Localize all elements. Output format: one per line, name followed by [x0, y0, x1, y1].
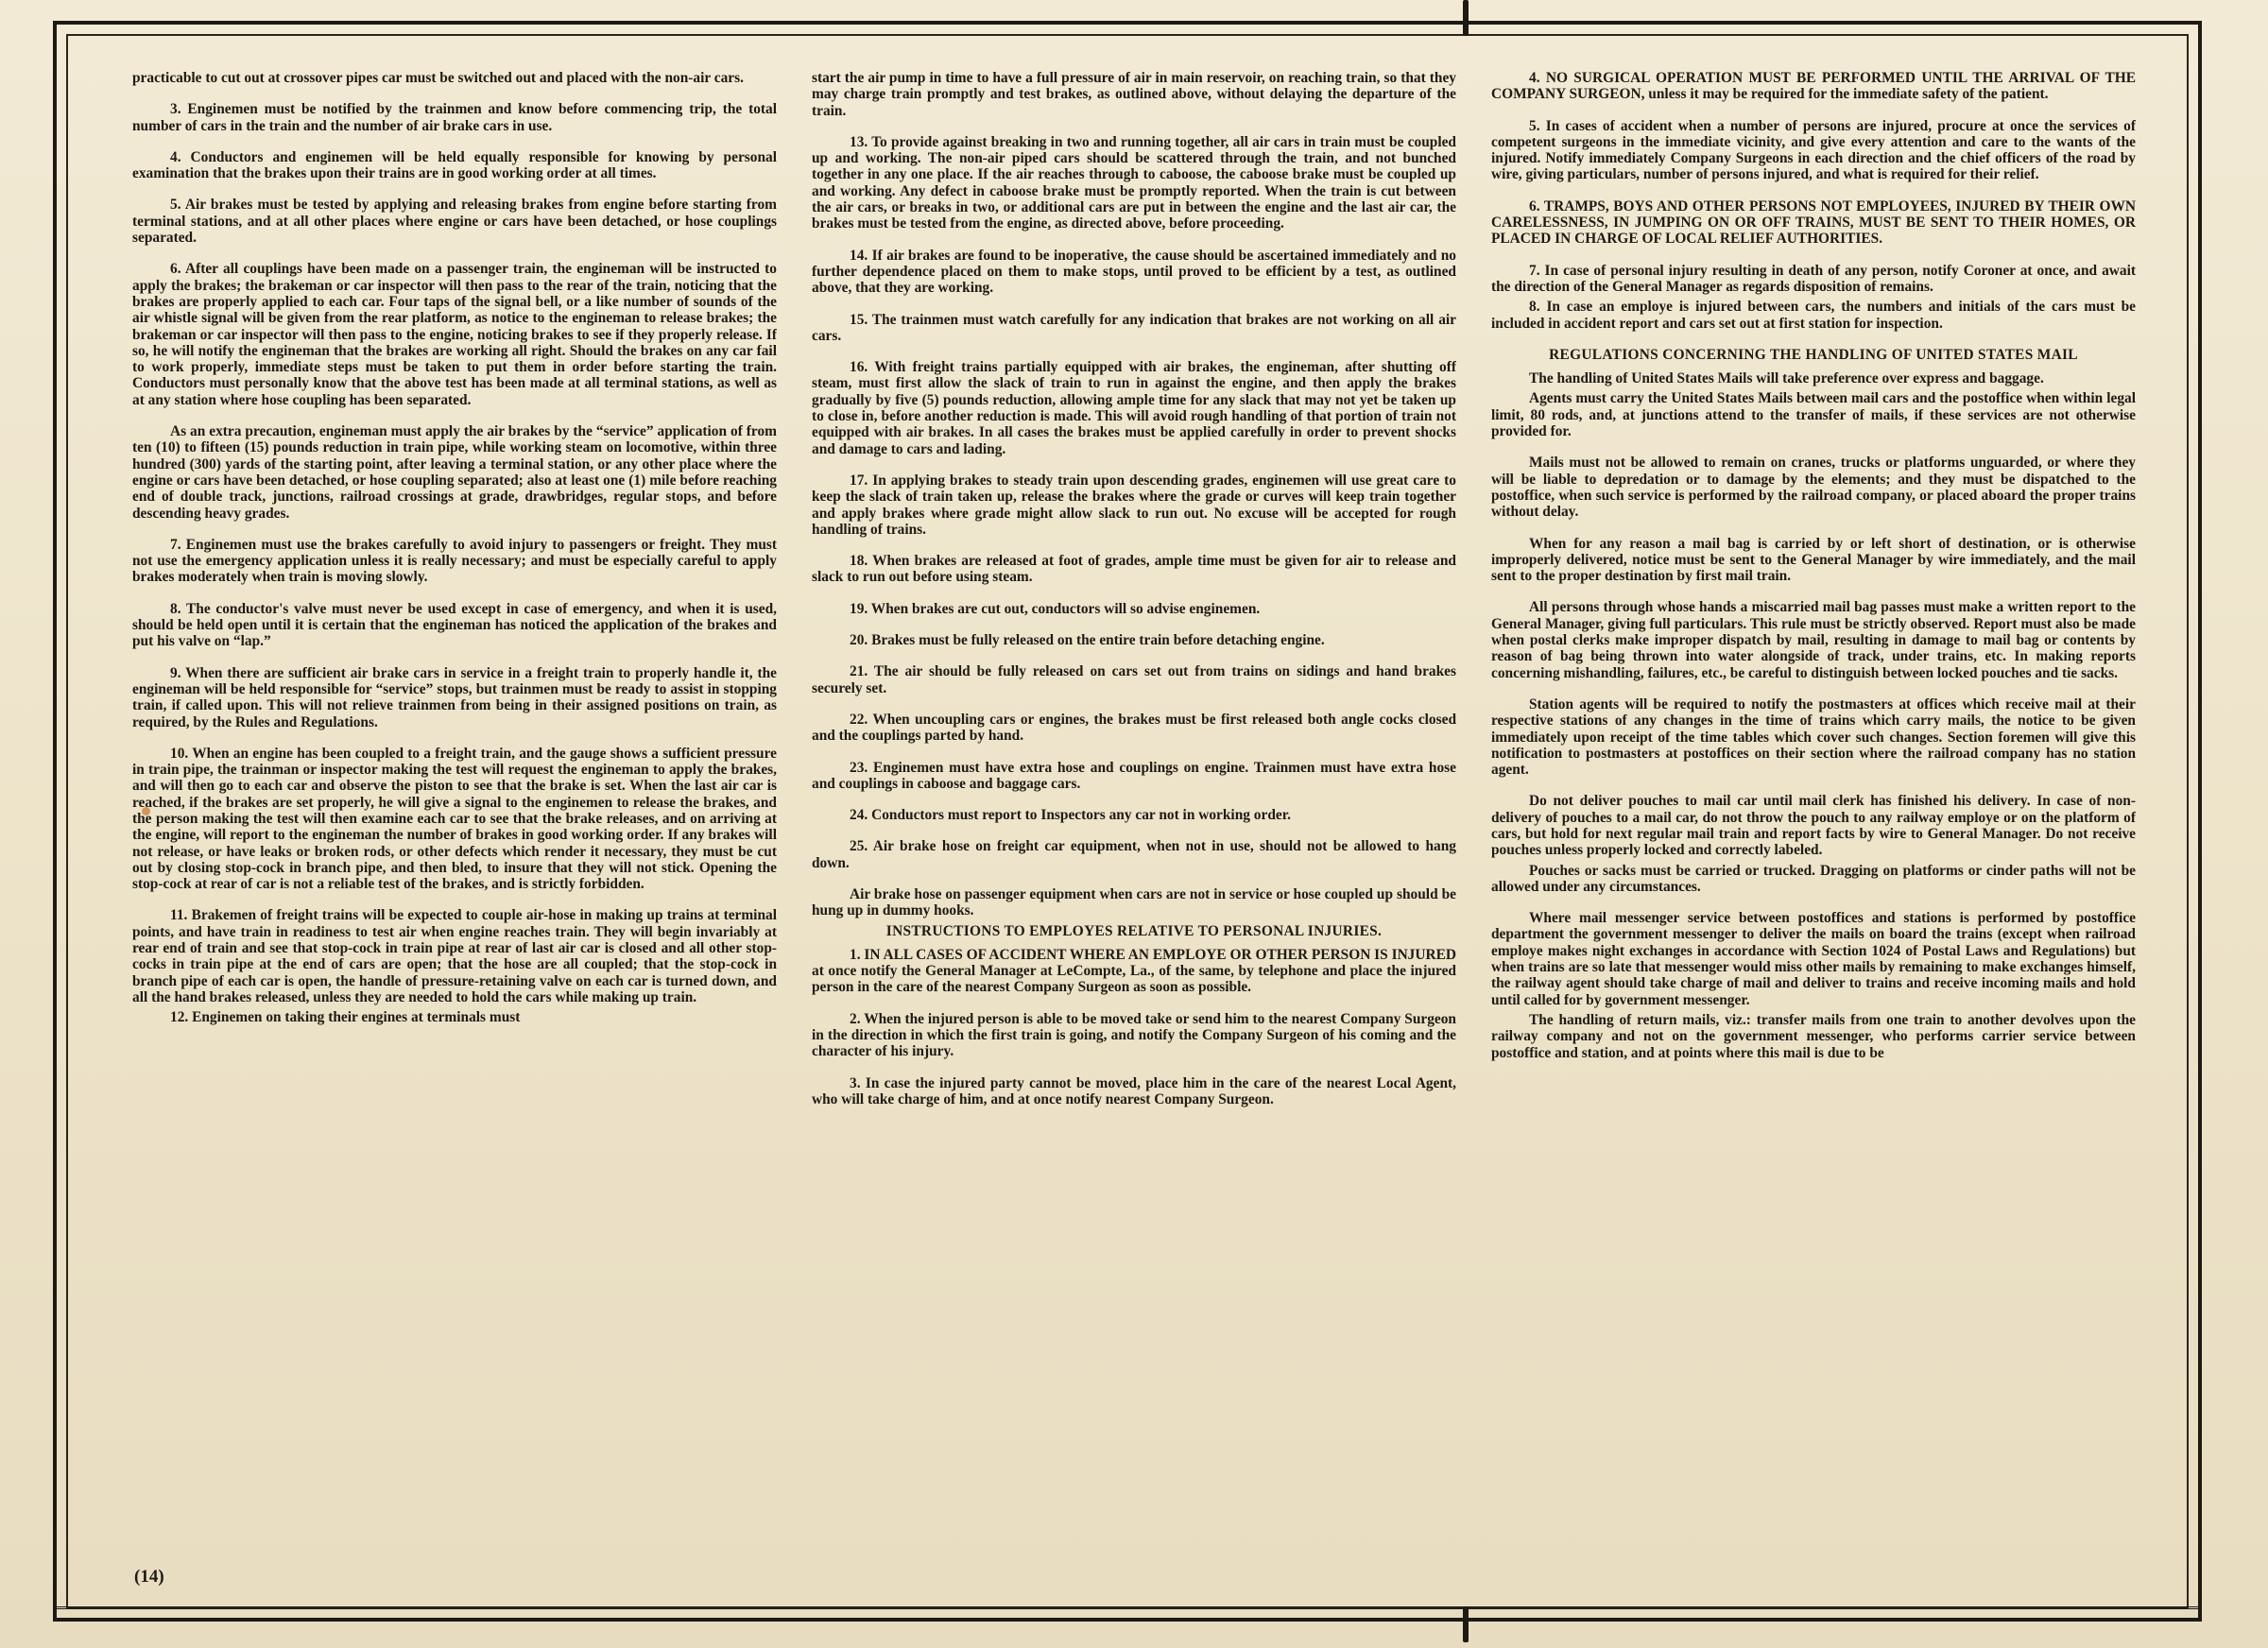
rule-paragraph: Air brake hose on passenger equipment when cars are not in service or hose coupled up should be hung up in dummy hooks.	[812, 885, 1456, 919]
rule-paragraph: 25. Air brake hose on freight car equipment, when not in use, should not be allowed to hang down.	[812, 838, 1456, 871]
column-right	[1491, 70, 2136, 1574]
rule-paragraph: 4. NO SURGICAL OPERATION MUST BE PERFORMED UNTIL THE ARRIVAL OF THE COMPANY SURGEON, unless it may be required for the immediate safety of the patient.	[1491, 70, 2136, 103]
rule-paragraph: 6. After all couplings have been made on a passenger train, the engineman will be instructed to apply the brakes; the brakeman or car inspector will then pass to the rear of the train, noticing that the brakes are properly applied to each car. Four taps of the signal bell, or a like number of sounds of the air whistle signal will be given from the rear platform, as notice to the engineman to release brakes; the brakeman or car inspector will then pass to the engine, noticing brakes to see if they properly release. If so, he will notify the engineman that the brakes are working all right. Should the brakes on any car fail to work properly, immediate steps must be taken to put them in order before starting the train. Conductors must personally know that the above test has been made at all terminal stations, as well as at any station where hose coupling has been separated.	[132, 261, 777, 408]
rule-paragraph: Station agents will be required to notify the postmasters at offices which receive mail at their respective stations of any changes in the time of trains which carry mails, the notice to be given immediately upon receipt of the time tables which cover such changes. Section foremen will give this notification to postmasters at postoffices on their section where the railroad company has no station agent.	[1491, 695, 2136, 779]
rule-paragraph: 20. Brakes must be fully released on the entire train before detaching engine.	[850, 632, 1325, 649]
rule-paragraph: 4. Conductors and enginemen will be held equally responsible for knowing by personal examination that the brakes upon their trains are in good working order at all times.	[132, 148, 777, 182]
rule-paragraph: Mails must not be allowed to remain on cranes, trucks or platforms unguarded, or where they will be liable to depredation or to damage by the elements; and they must be dispatched to the postoffice, when such service is performed by the railroad company, or placed aboard the proper trains without delay.	[1491, 455, 2136, 521]
rule-paragraph: The handling of return mails, viz.: transfer mails from one train to another devolves upon the railway company and not on the government messenger, who performs carrier service between postoffice and station, and at points where this mail is due to be	[1491, 1011, 2136, 1061]
rule-paragraph: 17. In applying brakes to steady train upon descending grades, enginemen will use great care to keep the slack of train taken up, release the brakes where the grade or curves will keep train together and apply brakes where grade might allow slack to run out. No excuse will be accepted for rough handling of trains.	[812, 472, 1456, 538]
rule-paragraph: All persons through whose hands a miscarried mail bag passes must make a written report to the General Manager, giving full particulars. This rule must be strictly observed. Report must also be made when postal clerks make improper dispatch by mail, resulting in damage to mail bag or contents by reason of bag being thrown into water alongside of track, under trains, etc. In making reports concerning mishandling, failures, etc., be careful to distinguish between locked pouches and tie sacks.	[1491, 599, 2136, 681]
rule-paragraph: 6. TRAMPS, BOYS AND OTHER PERSONS NOT EMPLOYEES, INJURED BY THEIR OWN CARELESSNESS, IN JUMPING ON OR OFF TRAINS, MUST BE SENT TO THEIR HOMES, OR PLACED IN CHARGE OF LOCAL RELIEF AUTHORITIES.	[1491, 197, 2136, 248]
rule-paragraph: practicable to cut out at crossover pipes car must be switched out and placed with the non-air cars.	[132, 70, 744, 86]
rule-paragraph: Do not deliver pouches to mail car until mail clerk has finished his delivery. In case of non-delivery of pouches to a mail car, do not throw the pouch to any railway employe or on the platform of cars, but hold for next regular mail train and report facts by wire to General Manager. Do not receive pouches unless properly locked and correctly labeled.	[1491, 793, 2136, 859]
rule-paragraph: 15. The trainmen must watch carefully for any indication that brakes are not working on all air cars.	[812, 311, 1456, 344]
rule-paragraph: 11. Brakemen of freight trains will be expected to couple air-hose in making up trains at terminal points, and have train in readiness to test air when engine reaches train. They will begin invariably at rear end of train and see that stop-cock in train pipe at rear of last air car is closed and all other stop-cocks in train pipe at the end of cars are open; that the hose are all coupled; that the stop-cock in branch pipe of each car is open, the handle of pressure-retaining valve on each car is turned down, and all the hand brakes released, unless they are needed to hold the cars while making up train.	[132, 907, 777, 1005]
rule-paragraph: When for any reason a mail bag is carried by or left short of destination, or is otherwise improperly delivered, notice must be sent to the General Manager by wire immediately, and the mail sent to the proper destination by first mail train.	[1491, 535, 2136, 585]
column-middle	[812, 70, 1456, 1574]
rule-paragraph: 3. In case the injured party cannot be moved, place him in the care of the nearest Local Agent, who will take charge of him, and at once notify nearest Company Surgeon.	[812, 1074, 1456, 1107]
rule-paragraph: Where mail messenger service between postoffices and stations is performed by postoffice department the government messenger to deliver the mails on board the trains (except when railroad employe makes night exchanges in accordance with Section 1024 of Postal Laws and Regulations) but when trains are so late that messenger would miss other mails by remaining to make exchanges himself, the railway agent should take charge of mail and deliver to trains and receive incoming mails and hold until called for by government messenger.	[1491, 910, 2136, 1008]
rule-paragraph: 5. Air brakes must be tested by applying and releasing brakes from engine before starting from terminal stations, and at all other places where engine or cars have been detached, or hose couplings separated.	[132, 197, 777, 247]
rule-paragraph: 5. In cases of accident when a number of persons are injured, procure at once the services of competent surgeons in the immediate vicinity, and give every attention and care to the wants of the injured. Notify immediately Company Surgeons in each direction and the chief officers of the road by wire, giving particulars, number of persons injured, and what is required for their relief.	[1491, 117, 2136, 183]
rule-paragraph: Agents must carry the United States Mails between mail cars and the postoffice when within legal limit, 80 rods, and, at junctions attend to the transfer of mails, if these services are not otherwise provided for.	[1491, 390, 2136, 440]
rule-paragraph: 7. Enginemen must use the brakes carefully to avoid injury to passengers or freight. They must not use the emergency application unless it is really necessary; and must be especially careful to apply brakes moderately when train is moving slowly.	[132, 536, 777, 586]
section-heading: REGULATIONS CONCERNING THE HANDLING OF UNITED STATES MAIL	[1549, 346, 2078, 363]
rule-paragraph: 1. IN ALL CASES OF ACCIDENT WHERE AN EMPLOYE OR OTHER PERSON IS INJURED at once notify the General Manager at LeCompte, La., of the same, by telephone and place the injured person in the care of the nearest Company Surgeon as soon as possible.	[812, 946, 1456, 996]
rule-paragraph: 8. In case an employe is injured between cars, the numbers and initials of the cars must be included in accident report and cars set out at first station for inspection.	[1491, 299, 2136, 332]
section-heading: INSTRUCTIONS TO EMPLOYES RELATIVE TO PERSONAL INJURIES.	[885, 922, 1383, 939]
rule-paragraph: As an extra precaution, engineman must apply the air brakes by the “service” application of from ten (10) to fifteen (15) pounds reduction in train pipe, while working steam on locomotive, within three hundred (300) yards of the starting point, after leaving a terminal station, or any other place where the engine or cars have been detached, or hose coupling separated; also at least one (1) mile before reaching end of double track, junctions, railroad crossings at grade, drawbridges, regular stops, and before descending heavy grades.	[132, 423, 777, 522]
rule-paragraph: 24. Conductors must report to Inspectors any car not in working order.	[850, 807, 1291, 824]
rule-paragraph: 19. When brakes are cut out, conductors will so advise enginemen.	[850, 600, 1261, 617]
rule-paragraph: 23. Enginemen must have extra hose and couplings on engine. Trainmen must have extra hose and couplings in caboose and baggage cars.	[812, 759, 1456, 792]
rule-paragraph: 22. When uncoupling cars or engines, the brakes must be first released both angle cocks closed and the couplings parted by hand.	[812, 711, 1456, 745]
rule-paragraph: 12. Enginemen on taking their engines at terminals must	[170, 1009, 521, 1026]
fold-mark-top	[1463, 0, 1469, 36]
rule-paragraph: 2. When the injured person is able to be moved take or send him to the nearest Company Surgeon in the direction in which the first train is going, and notify the Company Surgeon of his coming and the character of his injury.	[812, 1010, 1456, 1060]
rule-paragraph: 9. When there are sufficient air brake cars in service in a freight train to properly handle it, the engineman will be held responsible for “service” stops, but trainmen must be ready to assist in stopping train, if called upon. This will not relieve trainmen from being in their assigned positions on train, as required, by the Rules and Regulations.	[132, 664, 777, 730]
rule-paragraph: 14. If air brakes are found to be inoperative, the cause should be ascertained immediately and no further dependence placed on them to make stops, until proved to be efficient by a test, as outlined above, that they are working.	[812, 247, 1456, 297]
fold-mark-bottom	[1463, 1606, 1469, 1642]
rule-paragraph: 13. To provide against breaking in two and running together, all air cars in train must be coupled up and working. The non-air piped cars should be scattered through the train, and not bunched together in any one place. If the air reaches through to caboose, the caboose brake must be coupled up and working. Any defect in caboose brake must be promptly reported. When the train is cut between the air cars, or breaks in two, or additional cars are put in between the engine and the last air car, the brakes must be tested from the engine, as directed above, before proceeding.	[812, 133, 1456, 232]
rule-paragraph: 7. In case of personal injury resulting in death of any person, notify Coroner at once, and await the direction of the General Manager as regards disposition of remains.	[1491, 262, 2136, 295]
rule-paragraph: The handling of United States Mails will take preference over express and baggage.	[1529, 370, 2044, 387]
rule-paragraph: start the air pump in time to have a full pressure of air in main reservoir, on reaching train, so that they may charge train promptly and test brakes, as outlined above, without delaying the departure of the train.	[812, 70, 1456, 119]
rule-paragraph: 18. When brakes are released at foot of grades, ample time must be given for air to release and slack to run out before using steam.	[812, 553, 1456, 586]
text-columns	[132, 70, 2136, 1574]
rule-paragraph: 16. With freight trains partially equipped with air brakes, the engineman, after shutting off steam, must first allow the slack of train to run in against the engine, and then apply the brakes gradually by five (5) pounds reduction, allowing ample time for any slack that may not yet be taken up to close in, before another reduction is made. This will avoid rough handling of that portion of train not equipped with air brakes. In all cases the brakes must be applied carefully in order to prevent shocks and damage to cars and lading.	[812, 359, 1456, 457]
rule-paragraph: 10. When an engine has been coupled to a freight train, and the gauge shows a sufficient pressure in train pipe, the trainman or inspector making the test will request the engineman to apply the brakes, and will then go to each car and observe the piston to see that the brake is set. When the last air car is reached, if the brakes are set properly, he will give a signal to the enginemen to release the brakes, and the person making the test will then examine each car to see that the brake releases, and on arriving at the engine, will report to the engineman the number of brakes in good working order. If any brakes will not release, or have leaks or broken rods, or other defects which render it necessary, they must be cut out by closing stop-cock in branch pipe, and then bled, to insure that they will not stick. Opening the stop-cock at rear of car is not a reliable test of the brakes, and is strictly forbidden.	[132, 745, 777, 893]
bottom-rule	[53, 1606, 2202, 1609]
rule-paragraph: Pouches or sacks must be carried or trucked. Dragging on platforms or cinder paths will not be allowed under any circumstances.	[1491, 862, 2136, 895]
column-left	[132, 70, 777, 1574]
page-number: (14)	[134, 1567, 164, 1587]
rule-paragraph: 3. Enginemen must be notified by the trainmen and know before commencing trip, the total number of cars in the train and the number of air brake cars in use.	[132, 101, 777, 134]
rule-paragraph: 8. The conductor's valve must never be used except in case of emergency, and when it is used, should be held open until it is certain that the engineman has noticed the application of the brakes and put his valve on “lap.”	[132, 600, 777, 650]
rule-paragraph: 21. The air should be fully released on cars set out from trains on sidings and hand brakes securely set.	[812, 663, 1456, 696]
